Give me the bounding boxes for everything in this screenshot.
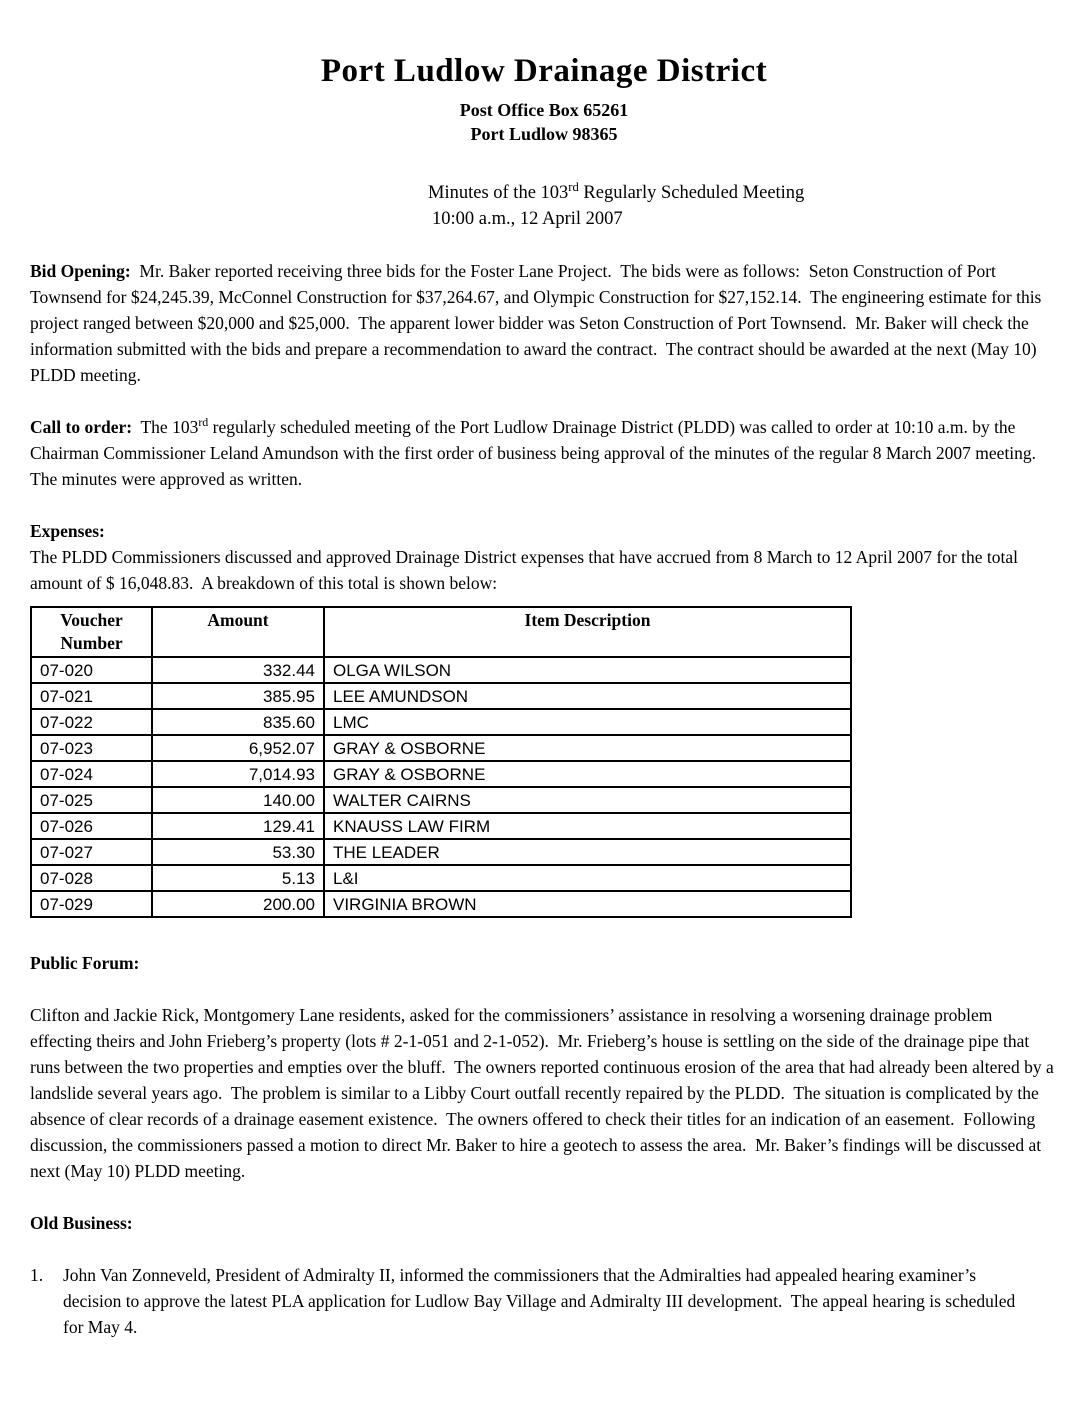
- voucher-number-cell: 07-029: [31, 891, 152, 917]
- table-row: [31, 709, 851, 735]
- old-business-heading: Old Business:: [30, 1213, 133, 1233]
- voucher-number-cell: 07-025: [31, 787, 152, 813]
- address-line-1: Post Office Box 65261: [459, 100, 629, 120]
- public-forum-paragraph: [30, 1002, 1058, 1184]
- voucher-number-cell: 07-027: [31, 839, 152, 865]
- column-header-item-description: Item Description: [324, 607, 851, 657]
- table-row: [31, 735, 851, 761]
- table-row: [31, 761, 851, 787]
- list-item-number: 1.: [30, 1265, 44, 1285]
- meeting-title-prefix: Minutes of the 103: [428, 183, 569, 203]
- public-forum-body: Clifton and Jackie Rick, Montgomery Lane residents, asked for the commissioners’ assistance in resolving a worsening drainage problem effecting theirs and John Frieberg’s property (lots # 2-1-051 and 2-1-052). Mr. Frieberg’s house is settling on the side of the drainage pipe that runs between the two properties and empties over the bluff. The owners reported continuous erosion of the area that had already been altered by a landslide several years ago. The problem is similar to a Libby Court outfall recently repaired by the PLDD. The situation is complicated by the absence of clear records of a drainage easement existence. The owners offered to check their titles for an indication of an easement. Following discussion, the commissioners passed a motion to direct Mr. Baker to hire a geotech to assess the area. Mr. Baker’s findings will be discussed at next (May 10) PLDD meeting.: [30, 1005, 1059, 1181]
- meeting-title-ordinal: rd: [568, 179, 579, 194]
- item-description-cell: OLGA WILSON: [324, 657, 851, 683]
- bid-opening-body: Mr. Baker reported receiving three bids for the Foster Lane Project. The bids were as follows: Seton Construction of Port Townsend for $24,245.39, McConnel Construction for $37,264.67, and Olympic Construction for $27,152.14. The engineering estimate for this project ranged between $20,000 and $25,000. The apparent lower bidder was Seton Construction of Port Townsend. Mr. Baker will check the information submitted with the bids and prepare a recommendation to award the contract. The contract should be awarded at the next (May 10) PLDD meeting.: [30, 261, 1046, 385]
- amount-cell: 7,014.93: [152, 761, 324, 787]
- address-line-2: Port Ludlow 98365: [470, 124, 618, 144]
- item-description-cell: LEE AMUNDSON: [324, 683, 851, 709]
- amount-cell: 332.44: [152, 657, 324, 683]
- amount-cell: 53.30: [152, 839, 324, 865]
- item-description-cell: GRAY & OSBORNE: [324, 735, 851, 761]
- call-to-order-body-suffix: regularly scheduled meeting of the Port Ludlow Drainage District (PLDD) was called to order at 10:10 a.m. by the Chairman Commissioner Leland Amundson with the first order of business being approval of the minutes of the regular 8 March 2007 meeting. The minutes were approved as written.: [30, 417, 1045, 489]
- call-to-order-paragraph: [30, 414, 1058, 492]
- voucher-number-cell: 07-023: [31, 735, 152, 761]
- bid-opening-heading: Bid Opening:: [30, 261, 131, 281]
- table-row: [31, 839, 851, 865]
- expenses-paragraph: [30, 544, 1058, 596]
- voucher-number-cell: 07-021: [31, 683, 152, 709]
- column-header-voucher-number: Voucher Number: [31, 607, 152, 657]
- voucher-number-cell: 07-026: [31, 813, 152, 839]
- amount-cell: 140.00: [152, 787, 324, 813]
- meeting-datetime: 10:00 a.m., 12 April 2007: [432, 209, 623, 229]
- item-description-cell: GRAY & OSBORNE: [324, 761, 851, 787]
- table-row: [31, 657, 851, 683]
- amount-cell: 6,952.07: [152, 735, 324, 761]
- expenses-heading: Expenses:: [30, 521, 105, 541]
- voucher-number-cell: 07-020: [31, 657, 152, 683]
- table-row: [31, 865, 851, 891]
- amount-cell: 835.60: [152, 709, 324, 735]
- table-row: [31, 891, 851, 917]
- old-business-item-1: [30, 1262, 1058, 1340]
- amount-cell: 5.13: [152, 865, 324, 891]
- item-description-cell: VIRGINIA BROWN: [324, 891, 851, 917]
- call-to-order-body-prefix: The 103: [132, 417, 199, 437]
- page-title: Port Ludlow Drainage District: [320, 53, 768, 89]
- voucher-number-cell: 07-024: [31, 761, 152, 787]
- table-row: [31, 787, 851, 813]
- amount-cell: 200.00: [152, 891, 324, 917]
- public-forum-heading: Public Forum:: [30, 953, 140, 973]
- list-item-text: John Van Zonneveld, President of Admiralty II, informed the commissioners that the Admiralties had appealed hearing examiner’s decision to approve the latest PLA application for Ludlow Bay Village and Admiralty III development. The appeal hearing is scheduled for May 4.: [63, 1265, 1020, 1337]
- meeting-title-suffix: Regularly Scheduled Meeting: [578, 183, 805, 203]
- item-description-cell: L&I: [324, 865, 851, 891]
- meeting-info: [428, 180, 1058, 232]
- table-header-row: [31, 607, 851, 657]
- amount-cell: 129.41: [152, 813, 324, 839]
- table-row: [31, 683, 851, 709]
- bid-opening-paragraph: [30, 258, 1058, 388]
- call-to-order-ordinal: rd: [198, 415, 209, 430]
- column-header-amount: Amount: [152, 607, 324, 657]
- expenses-table: [30, 606, 852, 918]
- item-description-cell: KNAUSS LAW FIRM: [324, 813, 851, 839]
- item-description-cell: LMC: [324, 709, 851, 735]
- call-to-order-heading: Call to order:: [30, 417, 133, 437]
- expenses-body: The PLDD Commissioners discussed and approved Drainage District expenses that have accrued from 8 March to 12 April 2007 for the total amount of $ 16,048.83. A breakdown of this total is shown below:: [30, 547, 1023, 593]
- meeting-title-line: [428, 180, 1058, 206]
- amount-cell: 385.95: [152, 683, 324, 709]
- voucher-number-cell: 07-022: [31, 709, 152, 735]
- item-description-cell: THE LEADER: [324, 839, 851, 865]
- table-row: [31, 813, 851, 839]
- voucher-number-cell: 07-028: [31, 865, 152, 891]
- item-description-cell: WALTER CAIRNS: [324, 787, 851, 813]
